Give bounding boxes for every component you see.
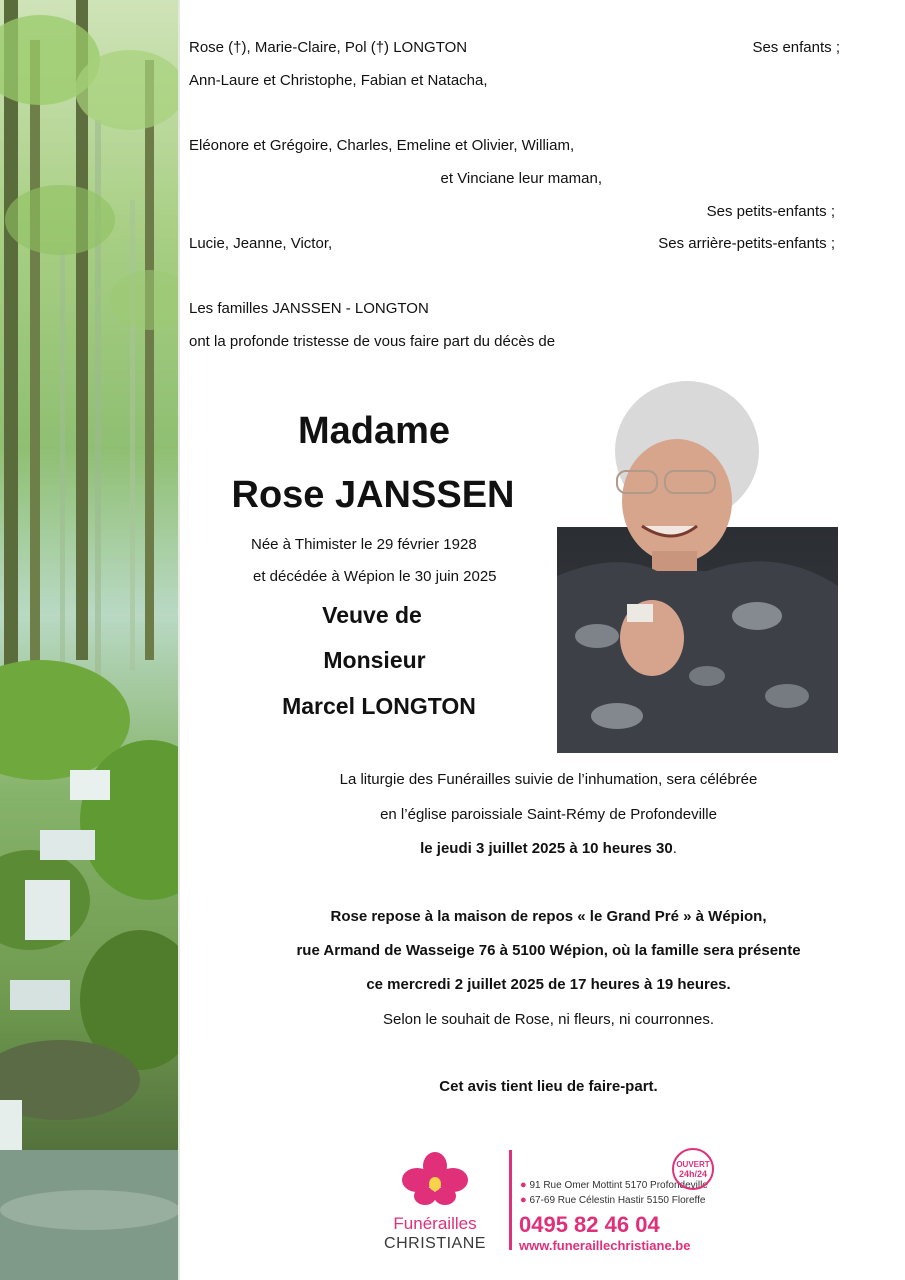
ceremony-date-text: le jeudi 3 juillet 2025 à 10 heures 30 (420, 840, 673, 857)
ceremony-date (300, 839, 797, 859)
website-link[interactable]: www.funeraillechristiane.be (519, 1238, 691, 1253)
forest-illustration (0, 0, 178, 1280)
ceremony-line-2: en l’église paroissiale Saint-Rémy de Profondeville (380, 806, 717, 823)
family-line-2: Ann-Laure et Christophe, Fabian et Natacha, (189, 72, 488, 89)
deceased-name: Rose JANSSEN (231, 474, 515, 516)
family-line-7: ont la profonde tristesse de vous faire part du décès de (189, 333, 556, 350)
funeral-home-name-2: CHRISTIANE (384, 1235, 486, 1252)
portrait-photo (557, 376, 838, 753)
address-2-text: 67-69 Rue Célestin Hastir 5150 Floreffe (529, 1195, 706, 1206)
badge-line-1: OUVERT (676, 1160, 710, 1169)
widow-line-3: Marcel LONGTON (282, 693, 476, 719)
open-24h-badge (672, 1148, 714, 1190)
rest-line-3: ce mercredi 2 juillet 2025 de 17 heures à 19 heures. (366, 976, 731, 993)
great-grandchildren-label: Ses arrière-petits-enfants ; (658, 235, 835, 252)
forest-image (0, 0, 178, 1280)
deceased-title: Madame (297, 410, 451, 452)
phone-number[interactable]: 0495 82 46 04 (519, 1212, 660, 1237)
rest-line-1: Rose repose à la maison de repos « le Grand Pré » à Wépion, (330, 908, 767, 925)
rest-line-2: rue Armand de Wasseige 76 à 5100 Wépion, où la famille sera présente (296, 942, 801, 959)
logo-divider (509, 1150, 512, 1250)
address-2 (520, 1194, 705, 1207)
death-info: et décédée à Wépion le 30 juin 2025 (253, 568, 497, 585)
badge-line-2: 24h/24 (678, 1169, 708, 1179)
children-label: Ses enfants ; (752, 39, 840, 56)
grandchildren-label: Ses petits-enfants ; (706, 203, 835, 220)
notice-line: Cet avis tient lieu de faire-part. (439, 1078, 658, 1095)
funeral-home-name-1: Funérailles (393, 1214, 477, 1233)
ceremony-line-1: La liturgie des Funérailles suivie de l’inhumation, sera célébrée (339, 771, 758, 788)
family-line-6: Les familles JANSSEN - LONGTON (189, 300, 429, 317)
widow-line-1: Veuve de (322, 602, 422, 628)
wish-line: Selon le souhait de Rose, ni fleurs, ni courronnes. (382, 1011, 715, 1028)
column-divider (178, 0, 180, 1280)
portrait-illustration (557, 376, 838, 753)
family-line-4: et Vinciane leur maman, (440, 170, 602, 187)
family-line-3: Eléonore et Grégoire, Charles, Emeline et Olivier, William, (189, 137, 575, 154)
location-pin-icon: ● (520, 1179, 527, 1191)
ceremony-date-suffix: . (672, 840, 677, 857)
address-1-text: 91 Rue Omer Mottint 5170 Profondeville (529, 1180, 708, 1191)
family-line-1: Rose (†), Marie-Claire, Pol (†) LONGTON (189, 39, 468, 56)
widow-line-2: Monsieur (323, 647, 426, 673)
location-pin-icon: ● (520, 1194, 527, 1206)
orchid-icon (375, 1150, 495, 1214)
family-line-5: Lucie, Jeanne, Victor, (189, 235, 333, 252)
birth-info: Née à Thimister le 29 février 1928 (251, 536, 477, 553)
